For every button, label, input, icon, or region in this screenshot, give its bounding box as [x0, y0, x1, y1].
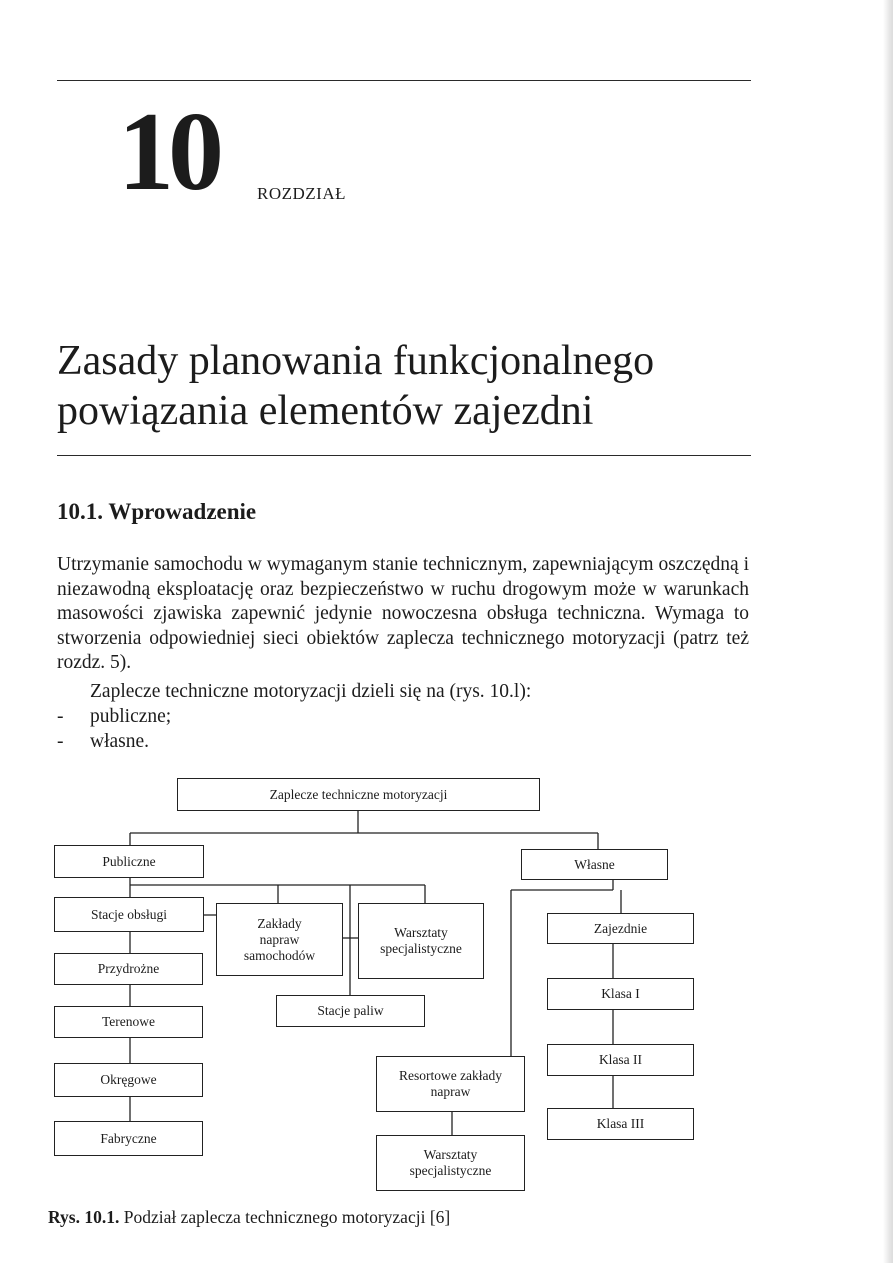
paragraph-2: Zaplecze techniczne motoryzacji dzieli się na (rys. 10.l):	[90, 681, 532, 702]
stacje-obslugi-box: Stacje obsługi	[54, 897, 204, 932]
section-title: 10.1. Wprowadzenie	[57, 499, 257, 524]
list-item: - własne.	[57, 731, 150, 752]
list-item: - publiczne;	[57, 706, 172, 727]
fabryczne-box: Fabryczne	[54, 1121, 203, 1156]
zajezdnie-box: Zajezdnie	[547, 913, 694, 944]
paragraph-1: Utrzymanie samochodu w wymaganym stanie technicznym, zapewniającym oszczędną i niezawodną eksploatację oraz bezpieczeństwo w ruchu drogowym może w warunkach masowości zjawiska zapewnić jedynie nowoczesna obsługa techniczna. Wymaga to stworzenia odpowiedniej sieci obiektów zaplecza technicznego motoryzacji (patrz też rozdz. 5).	[57, 554, 749, 673]
klasa-2-box: Klasa II	[547, 1044, 694, 1076]
klasa-3-box: Klasa III	[547, 1108, 694, 1140]
przydrozne-box: Przydrożne	[54, 953, 203, 985]
root-box: Zaplecze techniczne motoryzacji	[177, 778, 540, 811]
warsztaty-specjalistyczne-box: Warsztaty specjalistyczne	[358, 903, 484, 979]
chapter-label: ROZDZIAŁ	[257, 184, 346, 203]
wlasne-box: Własne	[521, 849, 668, 880]
resortowe-zaklady-box: Resortowe zakłady napraw	[376, 1056, 525, 1112]
chapter-title: Zasady planowania funkcjonalnego powiązania elementów zajezdni	[57, 338, 655, 434]
publiczne-box: Publiczne	[54, 845, 204, 878]
klasa-1-box: Klasa I	[547, 978, 694, 1010]
stacje-paliw-box: Stacje paliw	[276, 995, 425, 1027]
figure-caption: Rys. 10.1. Podział zaplecza technicznego motoryzacji [6]	[48, 1207, 451, 1227]
warsztaty-specjalistyczne-2-box: Warsztaty specjalistyczne	[376, 1135, 525, 1191]
terenowe-box: Terenowe	[54, 1006, 203, 1038]
chapter-number: 10	[118, 90, 218, 214]
okregowe-box: Okręgowe	[54, 1063, 203, 1097]
zaklady-napraw-box: Zakłady napraw samochodów	[216, 903, 343, 976]
